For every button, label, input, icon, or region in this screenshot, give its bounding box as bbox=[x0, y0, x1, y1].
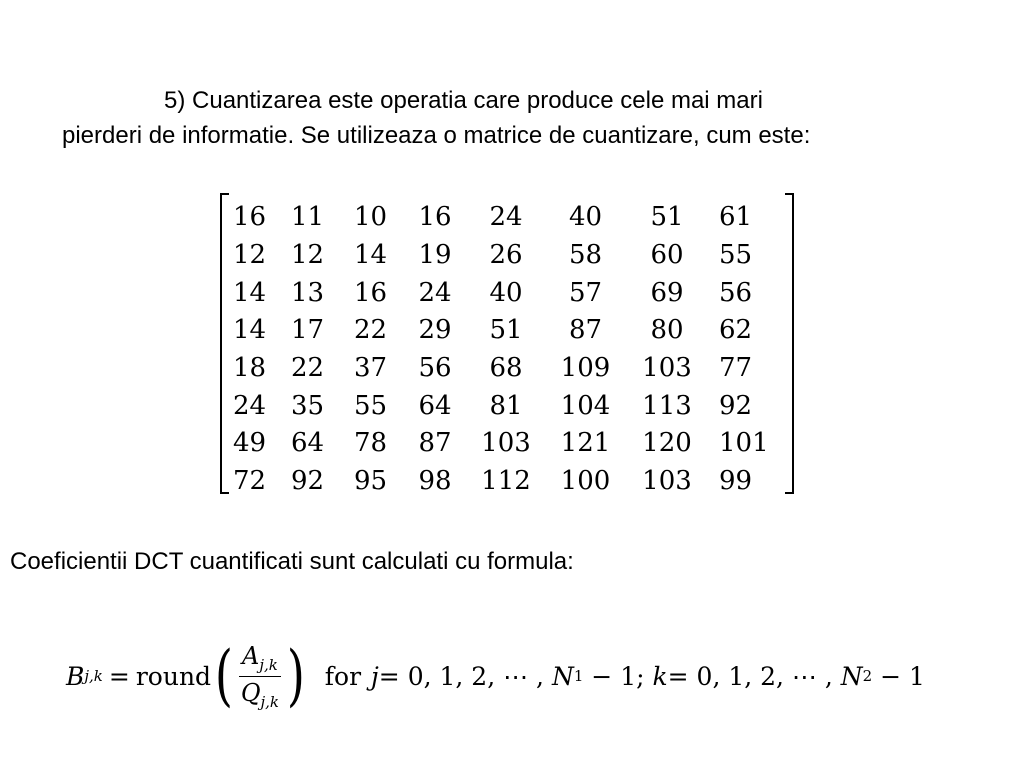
matrix-cell: 68 bbox=[489, 353, 523, 384]
matrix-cell: 40 bbox=[489, 277, 523, 308]
matrix-cell: 55 bbox=[353, 390, 388, 421]
matrix-cell: 104 bbox=[560, 390, 611, 421]
formula-n1-tail: − 1; bbox=[583, 661, 653, 691]
matrix-cell: 81 bbox=[489, 390, 523, 421]
formula-k: k bbox=[652, 661, 668, 691]
matrix-cell: 78 bbox=[353, 428, 388, 459]
formula-denominator bbox=[239, 677, 281, 711]
matrix-row bbox=[230, 274, 794, 312]
matrix-cell: 57 bbox=[568, 277, 603, 308]
formula-j-values: = 0, 1, 2, ⋯ , bbox=[378, 661, 552, 691]
matrix-cell: 11 bbox=[290, 202, 325, 233]
matrix-left-bracket bbox=[220, 193, 229, 494]
matrix-cell: 58 bbox=[568, 240, 603, 271]
intro-text-line-1: 5) Cuantizarea este operatia care produce cele mai mari bbox=[164, 87, 763, 114]
matrix-cell: 92 bbox=[719, 390, 753, 421]
matrix-cell: 26 bbox=[489, 240, 523, 271]
matrix-cell: 69 bbox=[650, 277, 684, 308]
formula-num-sub: j,k bbox=[259, 655, 278, 674]
matrix-cell: 101 bbox=[719, 428, 769, 459]
formula-k-values: = 0, 1, 2, ⋯ , bbox=[667, 661, 841, 691]
formula-for: for bbox=[324, 661, 362, 691]
formula-equals: = bbox=[108, 661, 130, 691]
formula-numerator bbox=[240, 642, 280, 676]
matrix-cell: 109 bbox=[560, 353, 611, 384]
matrix-cell: 16 bbox=[353, 277, 388, 308]
matrix-cell: 14 bbox=[353, 240, 388, 271]
matrix-cell: 14 bbox=[233, 277, 267, 308]
matrix-cell: 14 bbox=[233, 315, 267, 346]
formula-den-sub: j,k bbox=[260, 692, 280, 711]
matrix-cell: 98 bbox=[418, 466, 452, 497]
matrix-cell: 60 bbox=[650, 240, 684, 271]
formula-fraction bbox=[239, 642, 281, 711]
matrix-cell: 35 bbox=[290, 390, 325, 421]
matrix-cell: 87 bbox=[418, 428, 452, 459]
matrix-cell: 112 bbox=[481, 466, 531, 497]
matrix-cell: 92 bbox=[290, 466, 325, 497]
matrix-row bbox=[230, 312, 794, 350]
matrix-cell: 95 bbox=[353, 466, 388, 497]
formula-num-var: A bbox=[241, 641, 260, 670]
matrix-cell: 103 bbox=[642, 466, 692, 497]
formula-caption: Coeficientii DCT cuantificati sunt calculati cu formula: bbox=[10, 548, 574, 575]
matrix-cell: 100 bbox=[560, 466, 611, 497]
matrix-cell: 77 bbox=[719, 353, 753, 384]
matrix-cell: 72 bbox=[233, 466, 267, 497]
matrix-cell: 99 bbox=[719, 466, 753, 497]
formula-j: j bbox=[371, 661, 379, 691]
formula-n1: N bbox=[551, 661, 574, 691]
matrix-row bbox=[230, 463, 794, 501]
quantization-formula bbox=[66, 636, 925, 716]
formula-n2-sub: 2 bbox=[862, 667, 873, 685]
matrix-cell: 61 bbox=[719, 202, 753, 233]
matrix-cell: 24 bbox=[489, 202, 523, 233]
matrix-cell: 103 bbox=[481, 428, 531, 459]
matrix-cell: 16 bbox=[233, 202, 267, 233]
matrix-cell: 120 bbox=[642, 428, 692, 459]
matrix-cell: 22 bbox=[353, 315, 388, 346]
matrix-cell: 64 bbox=[418, 390, 452, 421]
matrix-cell: 56 bbox=[719, 277, 753, 308]
matrix-cell: 22 bbox=[290, 353, 325, 384]
formula-n1-sub: 1 bbox=[573, 667, 584, 685]
matrix-cell: 56 bbox=[418, 353, 452, 384]
matrix-cell: 87 bbox=[568, 315, 603, 346]
matrix-cell: 62 bbox=[719, 315, 753, 346]
matrix-cell: 24 bbox=[418, 277, 452, 308]
matrix-cell: 29 bbox=[418, 315, 452, 346]
formula-lhs-var: B bbox=[66, 661, 85, 691]
matrix-row bbox=[230, 350, 794, 388]
formula-n2: N bbox=[840, 661, 863, 691]
quantization-matrix bbox=[220, 193, 794, 497]
formula-right-paren: ) bbox=[286, 637, 305, 714]
matrix-row bbox=[230, 237, 794, 275]
matrix-cell: 55 bbox=[719, 240, 753, 271]
matrix-row bbox=[230, 199, 794, 237]
matrix-cell: 13 bbox=[290, 277, 325, 308]
formula-round: round bbox=[135, 661, 212, 691]
matrix-cell: 24 bbox=[233, 390, 267, 421]
matrix-cell: 64 bbox=[290, 428, 325, 459]
intro-text-line-2: pierderi de informatie. Se utilizeaza o matrice de cuantizare, cum este: bbox=[62, 122, 811, 149]
matrix-cell: 113 bbox=[642, 390, 692, 421]
matrix-cell: 18 bbox=[233, 353, 267, 384]
matrix-cell: 17 bbox=[290, 315, 325, 346]
matrix-cell: 10 bbox=[353, 202, 388, 233]
matrix-cell: 51 bbox=[650, 202, 684, 233]
matrix-cell: 12 bbox=[233, 240, 267, 271]
matrix-cell: 12 bbox=[290, 240, 325, 271]
matrix-table bbox=[230, 199, 794, 501]
formula-n2-tail: − 1 bbox=[872, 661, 925, 691]
matrix-cell: 121 bbox=[560, 428, 611, 459]
matrix-cell: 37 bbox=[353, 353, 388, 384]
formula-den-var: Q bbox=[240, 678, 261, 707]
matrix-row bbox=[230, 387, 794, 425]
formula-left-paren: ( bbox=[214, 637, 233, 714]
matrix-cell: 19 bbox=[418, 240, 452, 271]
matrix-cell: 49 bbox=[233, 428, 267, 459]
formula-lhs-sub: j,k bbox=[84, 667, 103, 685]
matrix-cell: 16 bbox=[418, 202, 452, 233]
matrix-cell: 103 bbox=[642, 353, 692, 384]
matrix-cell: 80 bbox=[650, 315, 684, 346]
matrix-cell: 51 bbox=[489, 315, 523, 346]
matrix-right-bracket bbox=[785, 193, 794, 494]
matrix-row bbox=[230, 425, 794, 463]
matrix-cell: 40 bbox=[568, 202, 603, 233]
